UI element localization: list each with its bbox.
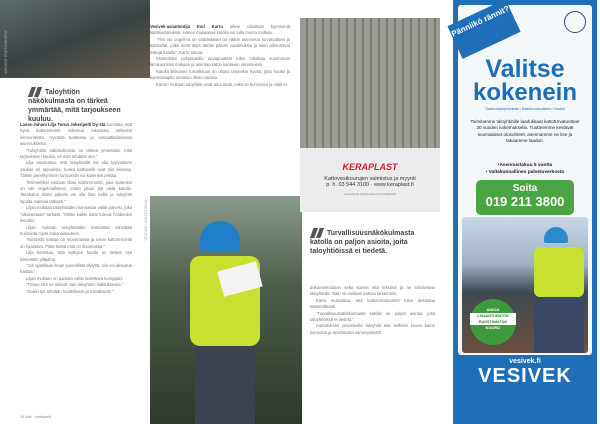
installer-photo [462, 217, 588, 353]
quality-seal-icon [564, 11, 586, 33]
middle-body-text: Vesivek-asiantuntija Kari Karru tekee viikoittain kymmeniä kattokartoituksia. Hänen mukaansa katolla voi tulla monta mutkaa. "Yksi iso ongelma on vääränlaiset tai väärin asennetut turvatuotteet ja kattosillat, jotka eivät täytä tämän päivän vaatimuksia ja siten aiheuttavat riskejä katolla", Karru toteaa. Esimerkiksi pohjakatolla turvapuutteet tulee mitoittaa suurimman lumikuorman mukaan ja asentaa katon kantaviin rakenteisiin. Katolla liikkuvien turvallisuus on oltava tarpeeksi hyvää, jotta huolto ja kunnossapito onnistuu ilman vaaraa. Karrun mukaan taloyhtiöt eivät aina tiedä, mikä on kunnossa ja mikä ei. [150, 24, 290, 87]
quote-mark-icon [310, 228, 324, 238]
vesivek-ad[interactable] [450, 0, 597, 424]
quote-mark-icon [28, 87, 42, 97]
right-body-text: dokumentoidaan sekä kuvina että tekstinä ja ne toimitetaan taloyhtiölle. Näin se voidaan katsoa tarkemmin. Karru muistuttaa, että kattoturvatuotteet tulee tarkastaa säännöllisesti. "Turvallisuusnäkökulmasta katolla on paljon asioita, joita taloyhtiöissä ei tiedetä." Kartoituksen perusteella taloyhtiö saa selkeän kuvan katon kunnosta ja tarvittavista toimenpiteistä. [310, 285, 435, 335]
vesivek-logo: VESIVEK [478, 365, 572, 387]
tagline: Sadevesijärjestelmät • Kattoturvatuotteet • Huollot [485, 107, 565, 111]
page-footer: 34 kite · kattopelti [20, 414, 52, 419]
bullet-network: • Valtakunnallinen palveluverkosto [485, 170, 565, 175]
ad-body: Toimitamme taloyhtiöille laadukkaat kattoturvatuotteet 30 vuoden kokemuksella. Tuotteemme kestävät suomalaiset olosuhteet, asennamme ne itse ja takaamme laadun. [470, 119, 580, 144]
pull-quote-left: Taloyhtiön näkökulmasta on tärkeä ymmärtää, mitä tarjoukseen kuuluu. [28, 88, 121, 123]
headline-2: kokenein [472, 79, 578, 106]
website-link[interactable]: vesivek.fi [509, 358, 541, 365]
side-caption: ARCHIVE PHOTOGRAPHY [4, 30, 8, 74]
keraplast-ad[interactable]: KERAPLAST Kattovesikourujen valmistus ja myynti p. h. 03 544 3100 · www.keraplast.fi Laadukkaat kattotuotteet ammattilaisille [300, 148, 440, 212]
keraplast-logo: KERAPLAST [342, 162, 398, 172]
phone-number: 019 211 3800 [485, 194, 565, 209]
bullet-warranty: •Asennustakuu 5 vuotta [497, 163, 553, 168]
pull-quote-right: Turvallisuusnäkökulmasta katolla on paljon asioita, joita taloyhtiöissä ei tiedetä. [310, 229, 415, 255]
worker-photo [150, 196, 302, 424]
photo-caption: VESIVEK / KATTOTURVA [144, 200, 148, 241]
quality-seal: AINOA LIKAANTUMATON RUOSTUMATON KOURU [470, 299, 516, 345]
left-body-text: Lasse-Juhani Lilja Turun Jokeripelti Oy:stä korostaa, että hyvä kattoremontti rakentuu lukuisista tärkeistä elementeistä. Hyvästä tuotteista ja ammattitaitoisesta asennuksesta. "Taloyhtiön näkökulmasta on tärkeä ymmärtää, mitä tarjoukseen kuuluu, eli mitä tehdään sen." Lilja muistuttaa, että taloyhtiöllä voi olla tyytyväinen asukas eri tarjouksia, koska kattopellit ovat niin erilaisia. Tällöin perehtyminen tarjouksiin voi kuitenkin pettää. "Esimerkiksi voidaan tilata kattoremontti, joka kuitenkin on niin ongelmallisesti, mutta jotain jää vielä katolle. Tasakaton tilattu palvelu voi olla liian kallis ja taloyhtiö lopulta maksaa tarkasti." Liljan mukaan taloyhtiöiden kannattaa valita palvelu, joka "ulkoistetaan" tarkasti. Tällöin kaikki asiat tulevat hoidetuksi kerralla. Liljan mukaan taloyhtiöiden kannattaa kiinnittää huomiota myös kokonaisuuteen. "Kiinteistö kattoja on monenlaisia ja usein kattoremontti on haastava. Pitää tietää mitä on tilaamassa." Lilja korostaa, että kattojen huolto on tärkeä osa kiinteistön ylläpitoa. "Jos ajatellaan ilman kunnollista tiiviyttä, niin voi aiheutua haittaa." Liljan mukaan on parasta valita luotettava kumppani. "Toivon että ne olisivat vain taloyhtiön hallituksessa." "Kaikki työ tehdään huolellisesti ja turvallisesti." [20, 122, 132, 294]
badge: Pänniikö rännit? [447, 0, 520, 59]
roof-photo [0, 0, 150, 78]
building-photo [300, 18, 440, 148]
headline-1: Valitse [485, 55, 565, 83]
call-button[interactable]: Soita 019 211 3800 [476, 180, 574, 215]
